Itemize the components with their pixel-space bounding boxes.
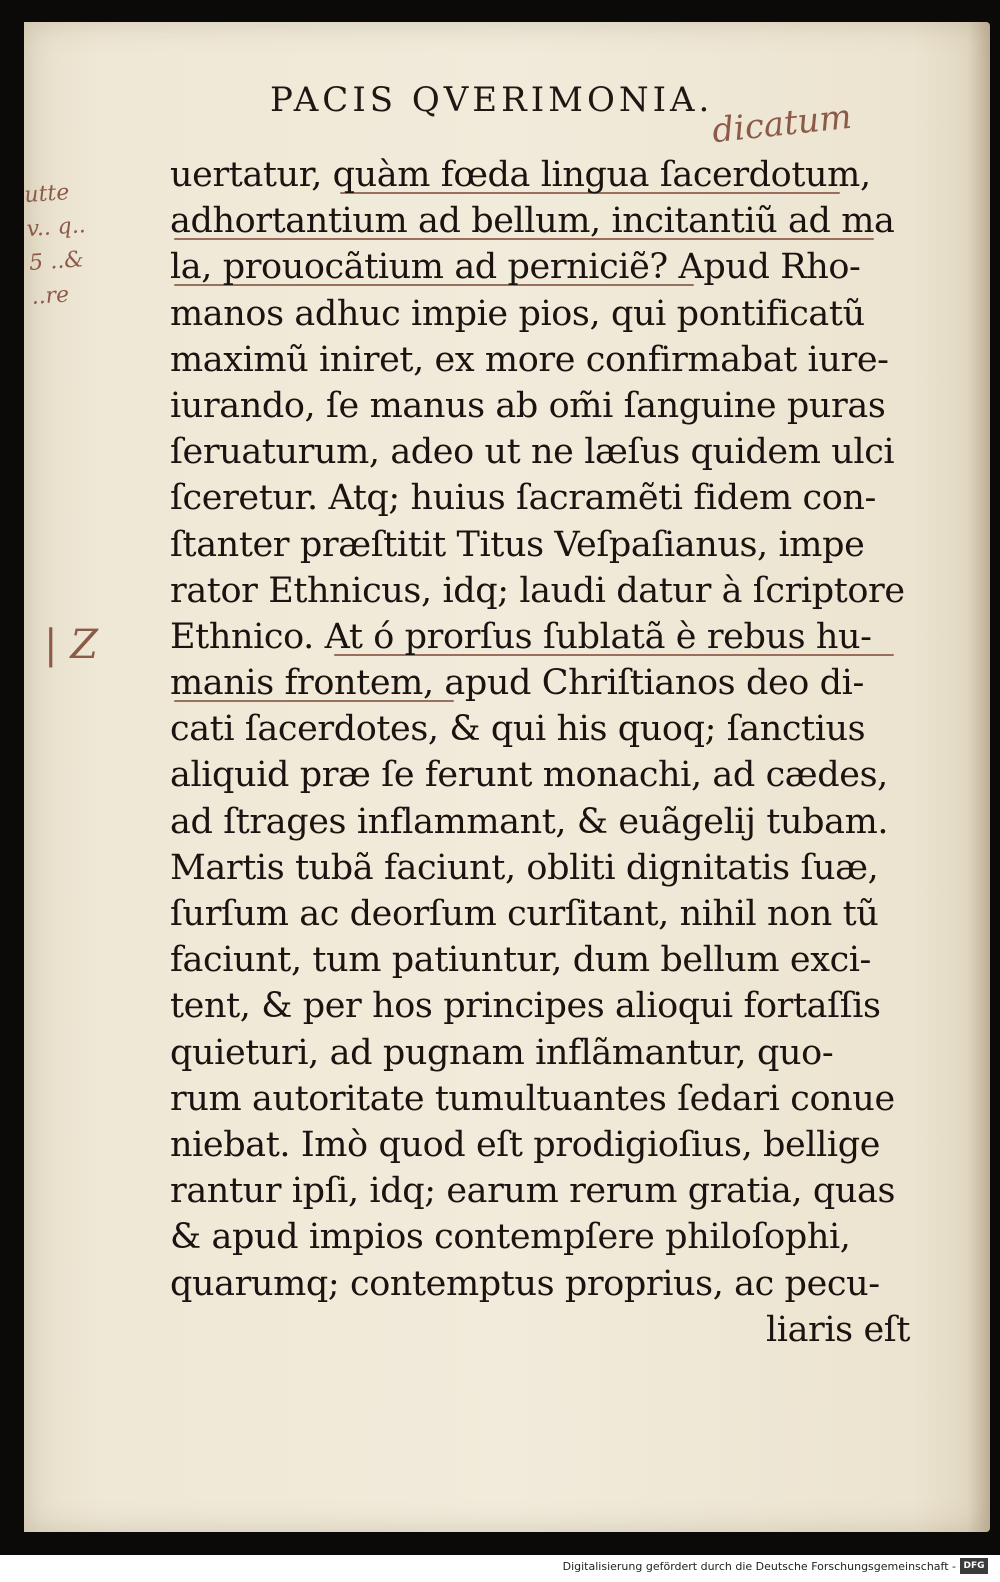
text-line: iurando, ſe manus ab om̃i ſanguine puras — [170, 385, 886, 426]
text-line: Ethnico. At ó prorſus ſublatã è rebus hu- — [170, 616, 872, 657]
text-line: niebat. Imò quod eſt prodigioſius, bellige — [170, 1124, 881, 1165]
text-line: manos adhuc impie pios, qui pontificatũ — [170, 293, 865, 334]
text-line: tent, & per hos principes alioqui fortaſſis — [170, 986, 881, 1027]
text-line: ſtanter præſtitit Titus Veſpaſianus, impe — [170, 524, 865, 565]
text-line: ſurſum ac deorſum curſitant, nihil non tũ — [170, 894, 879, 934]
running-title: PACIS QVERIMONIA. — [270, 80, 714, 120]
marginal-mark: | Z — [44, 622, 98, 668]
marginal-note-left — [24, 175, 92, 315]
page-edge — [968, 22, 990, 1532]
text-line: maximũ iniret, ex more confirmabat iure- — [170, 339, 889, 380]
text-line: uertatur, quàm fœda lingua ſacerdotum, — [170, 155, 871, 195]
text-line: cati ſacerdotes, & qui his quoq; ſanctius — [170, 709, 866, 750]
text-line: aliquid præ ſe ferunt monachi, ad cædes, — [170, 755, 888, 796]
marginal-note-line: utte — [24, 180, 71, 209]
text-line: rator Ethnicus, idq; laudi datur à ſcriptore — [170, 570, 905, 611]
marginal-note-line: v.. q.. — [25, 213, 87, 243]
digitization-credit: Digitalisierung gefördert durch die Deutsche Forschungsgemeinschaft - — [562, 1560, 956, 1573]
text-line: Martis tubã faciunt, obliti dignitatis ſuæ, — [170, 847, 879, 888]
text-line: rantur ipſi, idq; earum rerum gratia, quas — [170, 1171, 896, 1212]
marginal-note-top-right: dicatum — [710, 96, 854, 152]
marginal-note-line: ..re — [30, 282, 70, 310]
marginal-note-line: 5 ..& — [28, 247, 85, 276]
text-line: ſeruaturum, adeo ut ne læſus quidem ulci — [170, 432, 895, 473]
text-line: la, prouocãtium ad perniciẽ? Apud Rho- — [170, 247, 861, 288]
body-text — [170, 152, 950, 1353]
text-line: faciunt, tum patiuntur, dum bellum exci- — [170, 940, 871, 981]
text-line: ſceretur. Atq; huius ſacramẽti fidem con- — [170, 478, 876, 519]
text-line: quieturi, ad pugnam inflãmantur, quo- — [170, 1032, 834, 1073]
dfg-logo-icon: DFG — [960, 1558, 988, 1574]
book-page — [24, 22, 990, 1532]
text-line: adhortantium ad bellum, incitantiũ ad ma — [170, 201, 895, 242]
catchword: liaris eſt — [766, 1309, 910, 1350]
text-line: quarumq; contemptus proprius, ac pecu- — [170, 1263, 880, 1304]
text-line: manis frontem, apud Chriſtianos deo di- — [170, 663, 864, 704]
text-line: ad ſtrages inflammant, & euãgelij tubam. — [170, 801, 889, 842]
text-line: & apud impios contempſere philoſophi, — [170, 1217, 851, 1258]
text-line: rum autoritate tumultuantes ſedari conue — [170, 1078, 895, 1119]
